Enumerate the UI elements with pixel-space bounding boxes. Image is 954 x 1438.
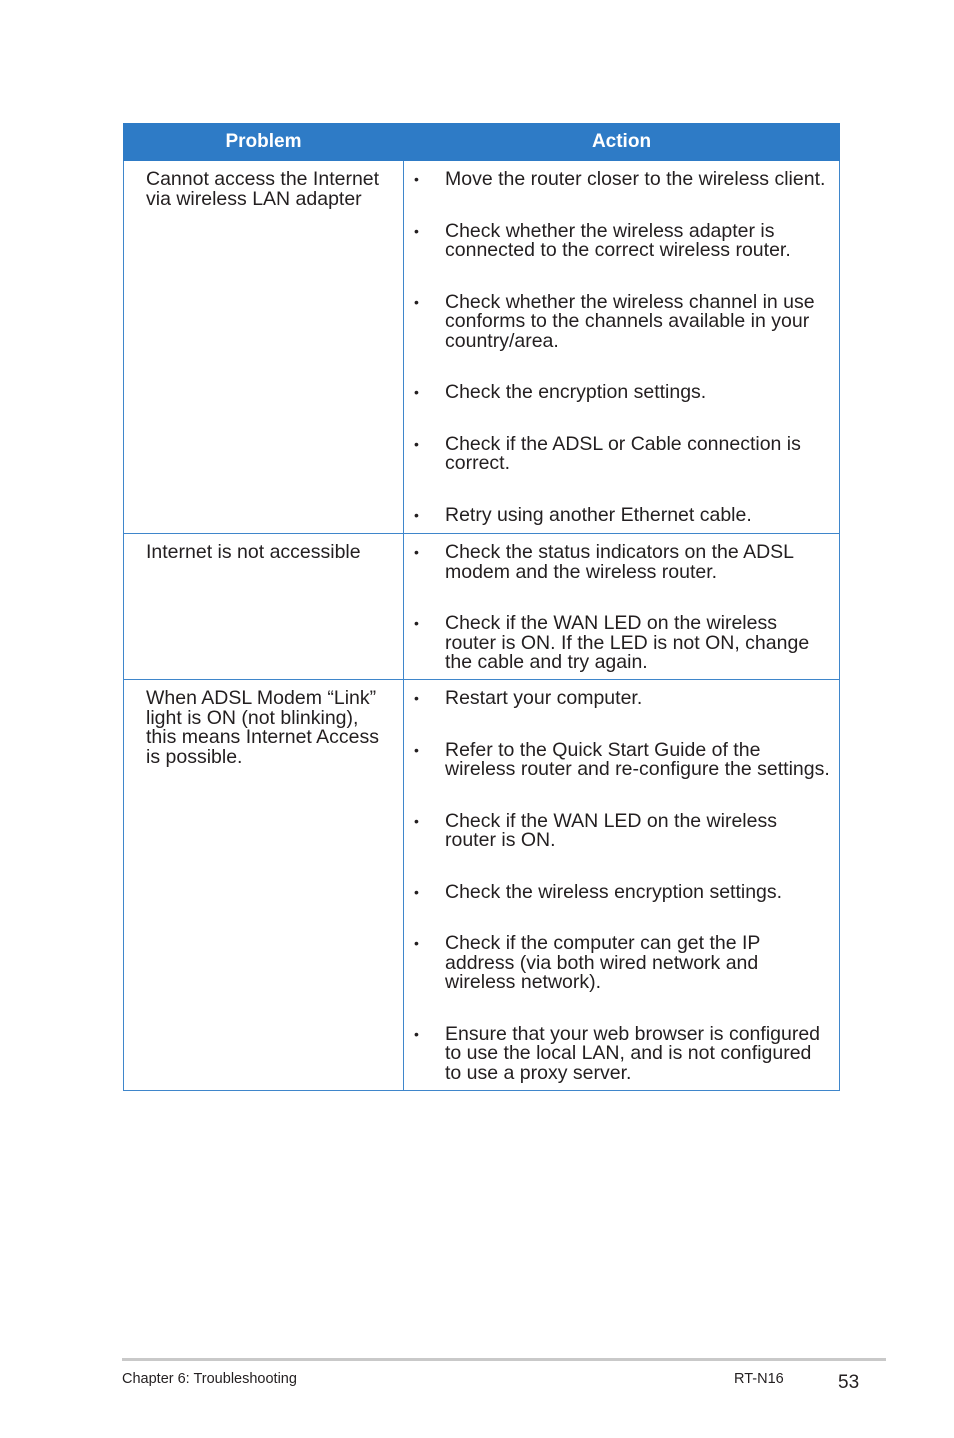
bullet-icon: • xyxy=(414,615,419,631)
action-item xyxy=(414,880,833,903)
action-list xyxy=(414,543,833,673)
action-cell xyxy=(404,534,840,680)
action-cell xyxy=(404,680,840,1091)
action-item xyxy=(414,543,833,582)
action-text: Check if the computer can get the IP address (via both wired network and wireless network). xyxy=(445,932,761,993)
action-item xyxy=(414,614,833,673)
problem-cell: When ADSL Modem “Link” light is ON (not blinking), this means Internet Access is possible. xyxy=(124,680,404,1091)
action-item xyxy=(414,290,833,352)
action-item xyxy=(414,170,833,190)
action-list xyxy=(414,689,833,1083)
bullet-icon: • xyxy=(414,883,419,900)
action-text: Retry using another Ethernet cable. xyxy=(445,503,752,526)
bullet-icon: • xyxy=(414,171,419,187)
problem-column-header: Problem xyxy=(124,124,404,161)
bullet-icon: • xyxy=(414,384,419,400)
bullet-icon: • xyxy=(414,544,419,560)
action-item xyxy=(414,219,833,261)
action-item xyxy=(414,1022,833,1084)
troubleshooting-table xyxy=(123,123,840,1091)
action-text: Check if the WAN LED on the wireless router is ON. xyxy=(445,809,777,851)
action-item xyxy=(414,432,833,474)
action-item xyxy=(414,809,833,851)
action-item xyxy=(414,383,833,403)
action-item xyxy=(414,503,833,526)
action-text: Ensure that your web browser is configured to use the local LAN, and is not configured to use a proxy server. xyxy=(445,1022,821,1084)
action-text: Check if the ADSL or Cable connection is correct. xyxy=(445,432,801,474)
bullet-icon: • xyxy=(414,812,419,829)
action-item xyxy=(414,689,833,709)
footer-model: RT-N16 xyxy=(734,1371,784,1387)
bullet-icon: • xyxy=(414,935,419,951)
bullet-icon: • xyxy=(414,741,419,758)
footer-chapter: Chapter 6: Troubleshooting xyxy=(122,1371,297,1387)
table-row xyxy=(124,534,840,680)
action-column-header: Action xyxy=(404,124,840,161)
action-item xyxy=(414,738,833,780)
footer-divider xyxy=(122,1358,886,1361)
bullet-icon: • xyxy=(414,293,419,310)
bullet-icon: • xyxy=(414,222,419,239)
table-row xyxy=(124,680,840,1091)
action-text: Check the status indicators on the ADSL modem and the wireless router. xyxy=(445,541,794,583)
action-text: Check whether the wireless adapter is connected to the correct wireless router. xyxy=(445,219,791,261)
bullet-icon: • xyxy=(414,690,419,706)
action-text: Check if the WAN LED on the wireless router is ON. If the LED is not ON, change the cable and try again. xyxy=(445,612,810,673)
problem-cell: Internet is not accessible xyxy=(124,534,404,680)
action-text: Refer to the Quick Start Guide of the wireless router and re-configure the settings. xyxy=(445,738,830,780)
action-text: Move the router closer to the wireless client. xyxy=(445,168,826,190)
action-item xyxy=(414,934,833,993)
action-list xyxy=(414,170,833,525)
action-text: Check whether the wireless channel in use conforms to the channels available in your country/area. xyxy=(445,290,815,352)
bullet-icon: • xyxy=(414,506,419,523)
table-header-row xyxy=(124,124,840,161)
bullet-icon: • xyxy=(414,435,419,452)
table-row xyxy=(124,161,840,534)
action-text: Check the encryption settings. xyxy=(445,381,707,403)
page-number: 53 xyxy=(838,1372,860,1393)
bullet-icon: • xyxy=(414,1025,419,1042)
action-cell xyxy=(404,161,840,534)
action-text: Restart your computer. xyxy=(445,687,643,709)
problem-cell: Cannot access the Internet via wireless LAN adapter xyxy=(124,161,404,534)
action-text: Check the wireless encryption settings. xyxy=(445,880,783,903)
